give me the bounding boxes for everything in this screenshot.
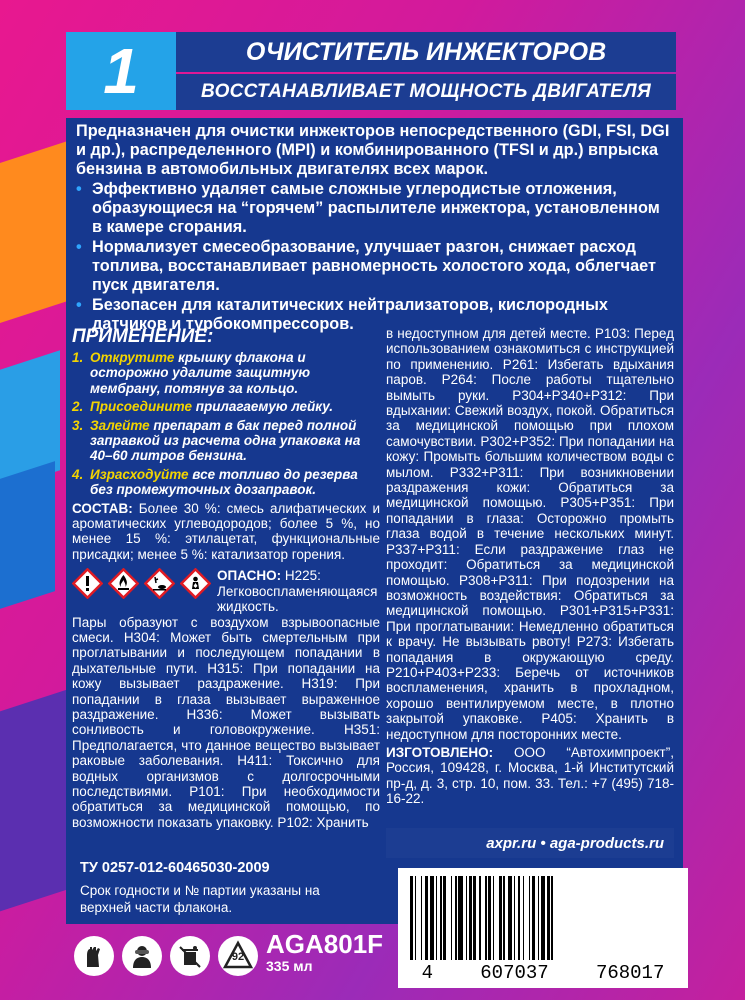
bullet-icon: • [76,180,82,198]
barcode [398,868,688,988]
hazard-pictograms [72,568,211,599]
disposal-symbols [74,936,258,976]
product-volume: 335 мл [266,958,313,974]
tu-standard: ТУ 0257-012-60465030-2009 [80,860,270,876]
intro-section [76,122,672,334]
benefit-item: • Эффективно удаляет самые сложные углеродистые отложения, образующиеся на “горячем” распылителе инжектора, установленном в камере сгорания. [76,180,660,236]
usage-step: 1. Открутите крышку флакона и осторожно удалите защитную мембрану, потянув за кольцо. [72,350,311,396]
usage-heading: ПРИМЕНЕНИЕ: [72,326,214,347]
right-column [386,326,674,807]
product-subtitle: ВОССТАНАВЛИВАЕТ МОЩНОСТЬ ДВИГАТЕЛЯ [176,74,676,110]
barcode-bars [410,876,676,960]
hazard-intro: ОПАСНО: H225: Легковоспламеняющаяся жидкость. [217,568,378,615]
intro-text: Предназначен для очистки инжекторов непосредственного (GDI, FSI, DGI и др.), распределенного (MPI) и комбинированного (TFSI и др.) впрыска бензина в автомобильных двигателях всех марок. [76,122,670,178]
bullet-icon: • [76,296,82,314]
left-column [72,326,380,830]
expiry-note: Срок годности и № партии указаны на верхней части флакона. [80,883,320,915]
gloves-icon [74,936,114,976]
goggles-icon [122,936,162,976]
usage-step: 3. Залейте препарат в бак перед полной заправкой из расчета одна упаковка на 40–60 литров бензина. [72,417,361,464]
bullet-icon: • [76,238,82,256]
decor-stripe-blue [0,461,55,609]
hazard-row [72,568,380,614]
benefit-item: • Нормализует смесеобразование, улучшает разгон, снижает расход топлива, восстанавливает равномерность холостого хода, облегчает пуск двигателя. [76,238,656,294]
hazard-statements: Пары образуют с воздухом взрывоопасные смеси. H304: Может быть смертельным при проглатывании и последующем попадании в дыхательные пути. H315: При попадании на кожу вызывает раздражение. H319: При попадании в глаза вызывает выраженное раздражение. H336: Может вызывать сонливость и головокружение. H351: Предполагается, что данное вещество вызывает раковые заболевания. H411: Токсично для водных организмов с долгосрочными последствиями. P101: При необходимости обратиться за медицинской помощью, по возможности показать упаковку. P102: Хранить [72,614,380,830]
recycle-icon [218,936,258,976]
product-code: AGA801F [266,929,384,959]
decor-stripe-purple [0,689,70,912]
usage-step: 4. Израсходуйте все топливо до резерва без промежуточных дозаправок. [72,466,358,498]
usage-step: 2. Присоедините прилагаемую лейку. [72,399,334,415]
environment-hazard-icon [144,568,175,599]
manufacturer-info: ИЗГОТОВЛЕНО: ООО “Автохимпроект”, Россия, 109428, г. Москва, 1-й Институтский пр-д, д. 3, стр. 10, пом. 33. Тел.: +7 (495) 718-16-22. [386,744,674,807]
website-banner: axpr.ru • aga-products.ru [386,828,674,858]
health-hazard-icon [180,568,211,599]
recycle-code: 92 [231,951,245,963]
benefit-list [76,180,672,334]
product-number: 1 [66,32,176,110]
composition: СОСТАВ: Более 30 %: смесь алифатических и ароматических углеводородов; более 5 %, но менее 15 %: этилацетат, функциональные присадки; менее 5 %: катализатор горения. [72,500,380,562]
flame-hazard-icon [108,568,139,599]
exclamation-hazard-icon [72,568,103,599]
no-trash-bin-icon [170,936,210,976]
precautionary-statements: в недоступном для детей месте. P103: Перед использованием ознакомиться с инструкцией по применению. P261: Избегать вдыхания паров. P264: После работы тщательно вымыть руки. P304+P340+P312: При вдыхании: Свежий воздух, покой. Обратиться за медицинской помощью при плохом самочувствии. P302+P352: При попадании на кожу: Промыть большим количеством воды с мылом. P332+P311: При возникновении раздражения кожи: Обратиться за медицинской помощью. P305+P351: При попадании в глаза: Осторожно промыть глаза водой в течение нескольких минут. P337+P311: Если раздражение глаз не проходит: Обратиться за медицинской помощью. P308+P311: При подозрении на возможность воздействия: Обратиться за медицинской помощью. P301+P315+P331: При проглатывании: Немедленно обратиться к врачу. Не вызывать рвоту! P273: Избегать попадания в окружающую среду. P210+P403+P233: Беречь от источников воспламенения, хранить в прохладном, хорошо вентилируемом месте, в плотно закрытой упаковке. P405: Хранить в недоступном для посторонних месте. [386,326,674,742]
benefit-item: • Безопасен для каталитических нейтрализаторов, кислородных датчиков и турбокомпрессоров. [76,296,608,333]
barcode-number: 4 607037 768017 [421,962,665,984]
product-title: ОЧИСТИТЕЛЬ ИНЖЕКТОРОВ [176,32,676,72]
